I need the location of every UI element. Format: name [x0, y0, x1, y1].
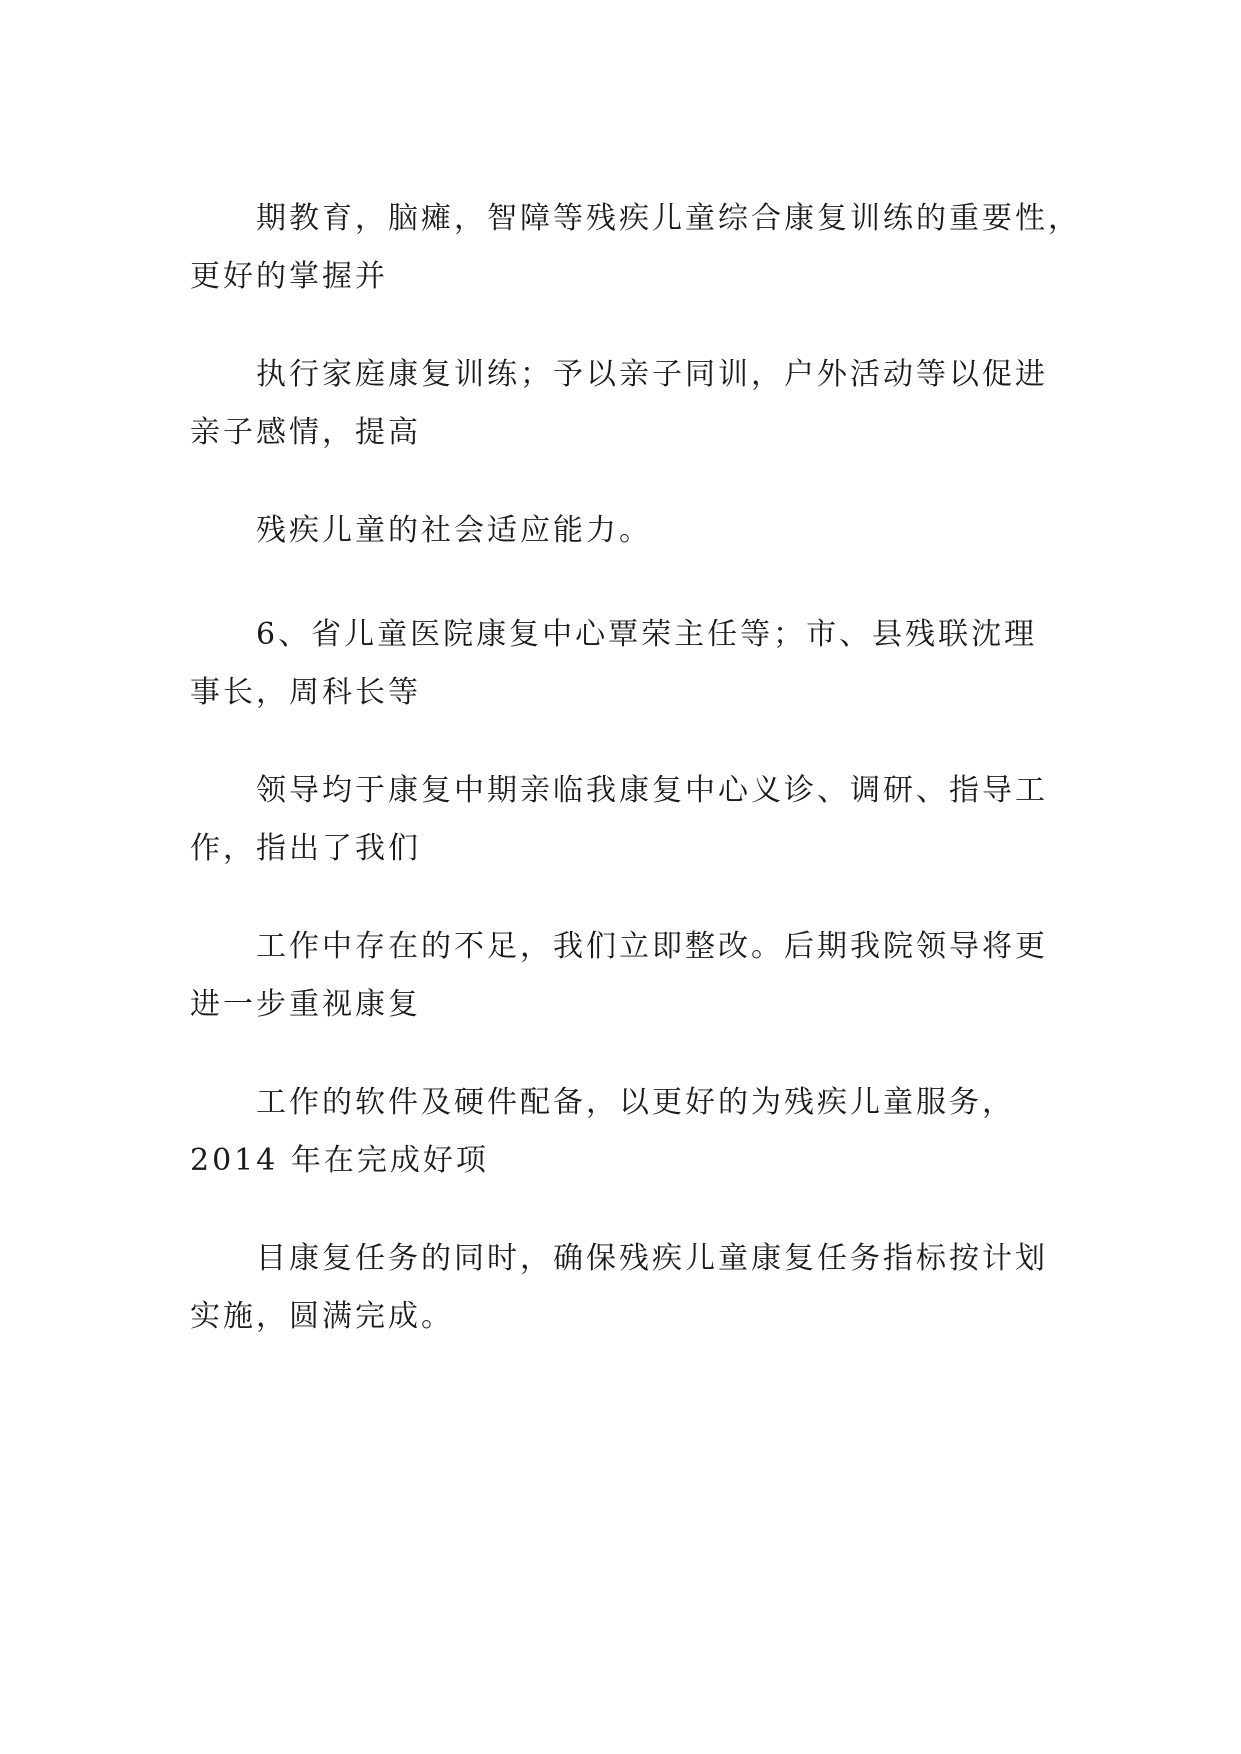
paragraph-line: 事长，周科长等 — [190, 675, 421, 710]
paragraph-line: 进一步重视康复 — [190, 987, 421, 1022]
paragraph-line: 领导均于康复中期亲临我康复中心义诊、调研、指导工 — [256, 773, 1048, 808]
paragraph-line: 残疾儿童的社会适应能力。 — [256, 513, 652, 548]
paragraph-line: 实施，圆满完成。 — [190, 1299, 454, 1334]
paragraph-line: 更好的掌握并 — [190, 259, 388, 294]
paragraph-line: 2014 年在完成好项 — [190, 1143, 489, 1178]
paragraph-line: 6、省儿童医院康复中心覃荣主任等；市、县残联沈理 — [256, 617, 1038, 652]
paragraph-line: 执行家庭康复训练；予以亲子同训，户外活动等以促进 — [256, 357, 1048, 392]
paragraph — [190, 1230, 1052, 1346]
paragraph — [190, 502, 1052, 560]
paragraph — [190, 1074, 1052, 1190]
paragraph-line: 期教育，脑瘫，智障等残疾儿童综合康复训练的重要性， — [256, 201, 1081, 236]
paragraph — [190, 762, 1052, 878]
paragraph — [190, 346, 1052, 462]
paragraph-line: 亲子感情，提高 — [190, 415, 421, 450]
paragraph-line: 目康复任务的同时，确保残疾儿童康复任务指标按计划 — [256, 1241, 1048, 1276]
paragraph — [190, 606, 1052, 722]
paragraph — [190, 190, 1081, 306]
paragraph-line: 作，指出了我们 — [190, 831, 421, 866]
paragraph-line: 工作的软件及硬件配备，以更好的为残疾儿童服务， — [256, 1085, 1015, 1120]
paragraph-line: 工作中存在的不足，我们立即整改。后期我院领导将更 — [256, 929, 1048, 964]
paragraph — [190, 918, 1052, 1034]
